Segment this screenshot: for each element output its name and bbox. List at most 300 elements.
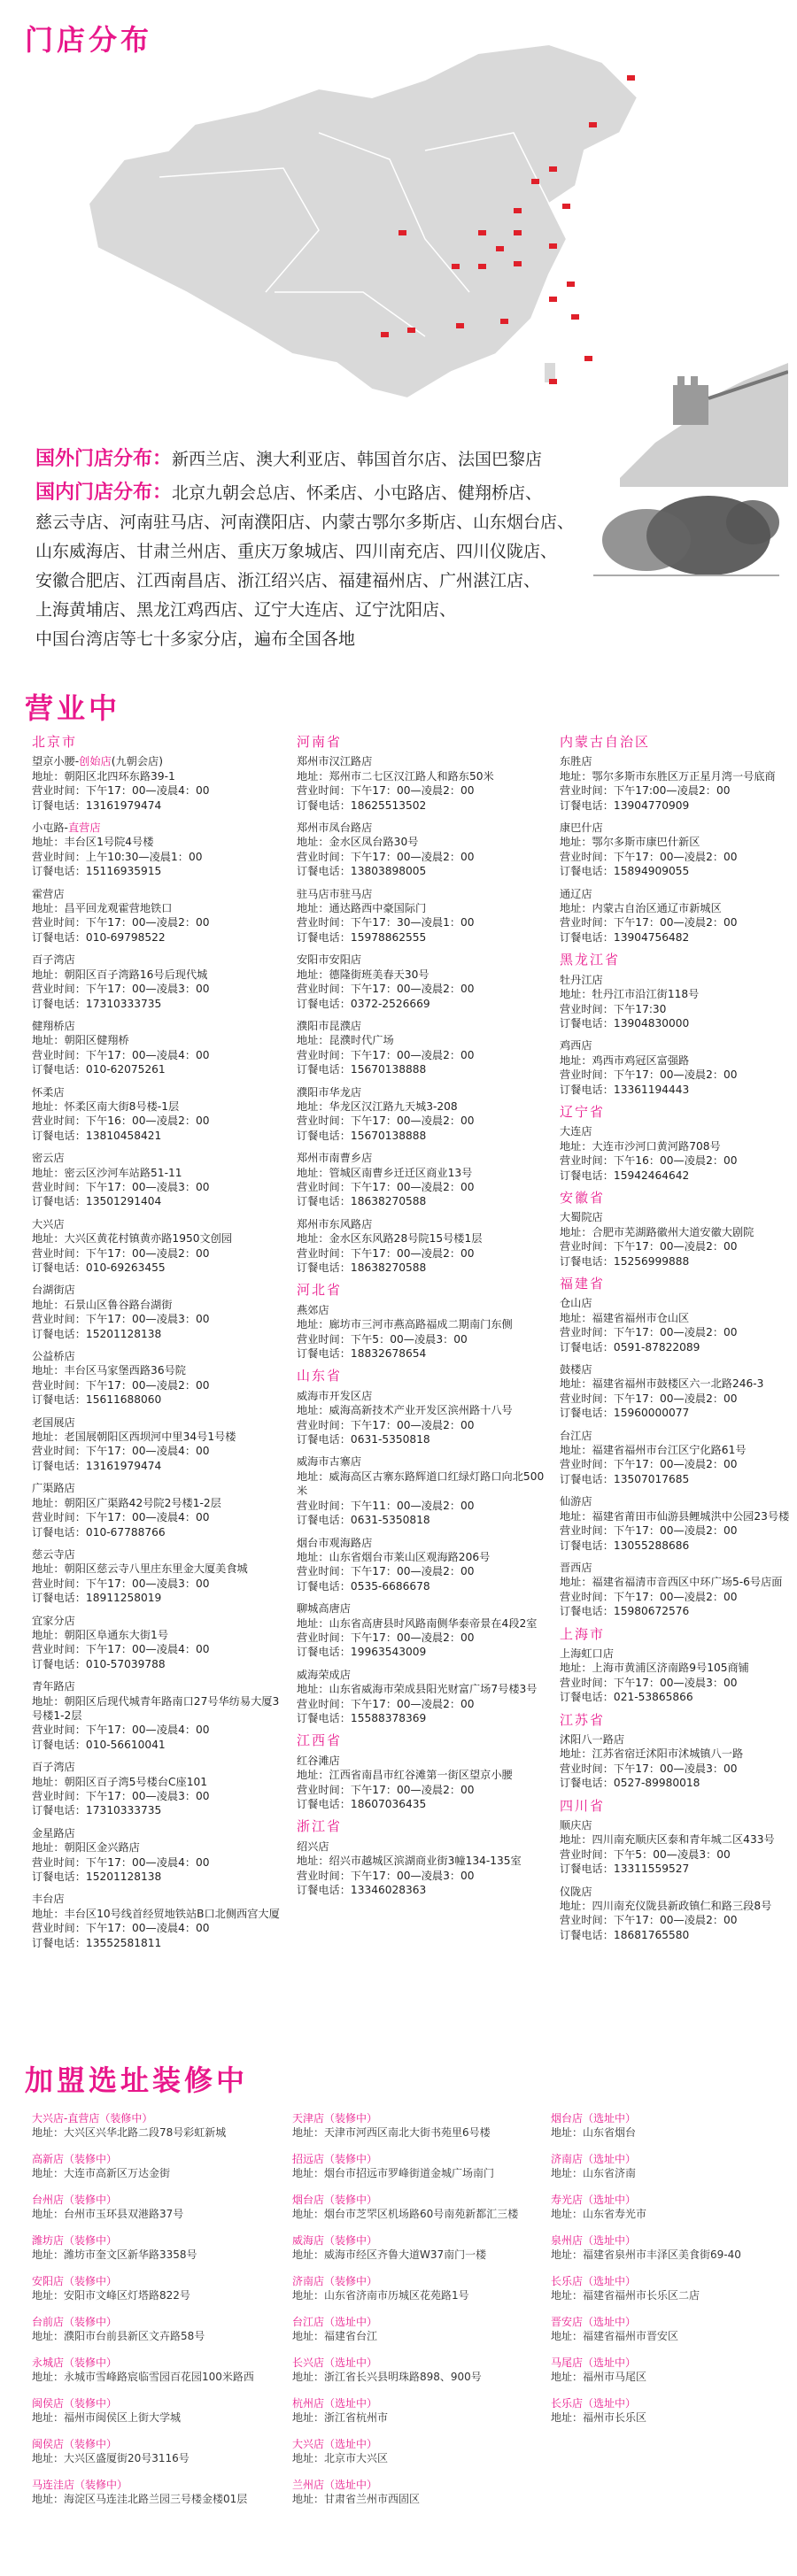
store-phone: 订餐电话：15201128138 — [32, 1870, 162, 1884]
franchise-entry — [292, 2356, 549, 2384]
store-hours: 营业时间：下午17：00—凌晨4：00 — [32, 1445, 210, 1458]
franchise-address: 地址：海淀区马连洼北路兰园三号楼金楼01层 — [32, 2493, 248, 2505]
store-name — [560, 1818, 797, 1832]
store-phone: 订餐电话：010-57039788 — [32, 1657, 166, 1670]
franchise-entry — [551, 2233, 790, 2262]
store-name-highlight: 直营店 — [67, 821, 101, 835]
franchise-name: 济南店（选址中） — [551, 2153, 637, 2165]
province-heading: 安徽省 — [560, 1189, 606, 1206]
store-column-2 — [297, 735, 553, 1905]
store-entry — [560, 1494, 797, 1553]
store-entry — [32, 1760, 289, 1818]
store-name-text: 霍营店 — [32, 887, 65, 900]
franchise-entry — [551, 2315, 790, 2343]
franchise-column-2 — [292, 2111, 549, 2518]
store-hours: 营业时间：下午17：00—凌晨2：00 — [560, 1524, 738, 1538]
store-name — [297, 1019, 553, 1033]
franchise-column-1 — [32, 2111, 289, 2518]
dom-line: 安徽合肥店、江西南昌店、浙江绍兴店、福建福州店、广州湛江店、 — [35, 571, 541, 590]
store-hours: 营业时间：下午17：00—凌晨3：00 — [560, 1676, 738, 1689]
store-address: 地址：丰台区马家堡西路36号院 — [32, 1364, 186, 1377]
franchise-entry — [292, 2111, 549, 2140]
store-hours: 营业时间：下午17：00—凌晨2：00 — [32, 1378, 210, 1392]
franchise-address: 地址：山东省寿光市 — [551, 2208, 647, 2220]
store-name-text: 安阳市安阳店 — [297, 953, 362, 967]
store-phone: 订餐电话：13507017685 — [560, 1472, 690, 1485]
store-hours: 营业时间：下午17：00—凌晨2：00 — [297, 1697, 475, 1710]
store-hours: 营业时间：下午17：30—凌晨1：00 — [297, 916, 475, 929]
store-address: 地址：朝阳区慈云寺八里庄东里金大厦美食城 — [32, 1562, 248, 1576]
franchise-name: 潍坊店（装修中） — [32, 2234, 118, 2247]
franchise-name: 长乐店（选址中） — [551, 2275, 637, 2287]
store-phone: 订餐电话：13311559527 — [560, 1863, 690, 1876]
store-address: 地址：朝阳区金兴路店 — [32, 1841, 140, 1855]
store-phone: 订餐电话：18832678654 — [297, 1347, 427, 1361]
store-name-text: 牡丹江店 — [560, 973, 603, 986]
store-entry — [32, 1019, 289, 1077]
franchise-name: 晋安店（选址中） — [551, 2316, 637, 2328]
store-name — [297, 1303, 553, 1317]
franchise-entry — [551, 2356, 790, 2384]
store-address: 地址：福建省福州市鼓楼区六一北路246-3 — [560, 1377, 764, 1391]
store-address: 地址：山东省威海市荣成县阳光财富广场7号楼3号 — [297, 1683, 538, 1696]
store-hours: 营业时间：下午11：00—凌晨2：00 — [297, 1499, 475, 1512]
store-entry — [32, 1481, 289, 1539]
store-name — [297, 1151, 553, 1165]
store-address: 地址：密云区沙河车站路51-11 — [32, 1166, 182, 1179]
store-entry — [297, 1019, 553, 1077]
store-phone: 订餐电话：0372-2526669 — [297, 997, 430, 1010]
franchise-section-title: 加盟选址装修中 — [25, 2063, 249, 2097]
store-name-text: 金星路店 — [32, 1826, 75, 1839]
store-hours: 营业时间：下午17：00—凌晨2：00 — [297, 1180, 475, 1193]
store-address: 地址：牡丹江市沿江街118号 — [560, 988, 700, 1001]
franchise-name: 闽侯店（装修中） — [32, 2438, 118, 2450]
franchise-name: 大兴店（选址中） — [292, 2438, 378, 2450]
store-name — [297, 1536, 553, 1550]
franchise-entry — [551, 2152, 790, 2180]
store-name — [297, 1389, 553, 1403]
store-hours: 营业时间：下午17：00—凌晨2：00 — [560, 850, 738, 863]
store-address: 地址：鸡西市鸡冠区富强路 — [560, 1053, 690, 1067]
store-hours: 营业时间：下午17：00—凌晨2：00 — [297, 850, 475, 863]
store-hours: 营业时间：下午5：00—凌晨3：00 — [297, 1332, 468, 1346]
store-hours: 营业时间：下午17:30 — [560, 1002, 667, 1015]
store-address: 地址：通达路西中豪国际门 — [297, 902, 427, 915]
store-hours: 营业时间：下午17：00—凌晨2：00 — [560, 1590, 738, 1603]
store-phone: 订餐电话：15670138888 — [297, 1063, 427, 1076]
store-address: 地址：大连市沙河口黄河路708号 — [560, 1139, 721, 1153]
store-phone: 订餐电话：0631-5350818 — [297, 1433, 430, 1446]
franchise-name: 烟台店（装修中） — [292, 2194, 378, 2206]
store-name-text: 望京小腰- — [32, 755, 80, 768]
store-address: 地址：江苏省宿迁沭阳市沭城镇八一路 — [560, 1747, 744, 1761]
franchise-entry — [32, 2193, 289, 2221]
province-heading: 上海市 — [560, 1625, 606, 1642]
store-entry — [560, 1647, 797, 1705]
store-name — [297, 1839, 553, 1854]
franchise-name: 永城店（装修中） — [32, 2356, 118, 2369]
store-address: 地址：江西省南昌市红谷滩第一街区望京小腰 — [297, 1769, 513, 1782]
store-entry — [297, 1151, 553, 1209]
franchise-entry — [292, 2193, 549, 2221]
store-address: 地址：怀柔区南大街8号楼-1层 — [32, 1099, 180, 1113]
store-phone: 订餐电话：15116935915 — [32, 865, 162, 878]
store-entry — [297, 1454, 553, 1527]
store-address: 地址：福建省福州市仓山区 — [560, 1311, 690, 1324]
store-address: 地址：四川南充仪陇县新政镇仁和路三段8号 — [560, 1900, 772, 1913]
store-address: 地址：福建省福州市台江区宁化路61号 — [560, 1444, 747, 1457]
store-hours: 营业时间：下午17：00—凌晨2：00 — [560, 916, 738, 929]
store-address: 地址：山东省高唐县时风路南侧华泰帝景在4段2室 — [297, 1616, 538, 1630]
store-phone: 订餐电话：010-69263455 — [32, 1261, 166, 1274]
store-entry — [297, 1085, 553, 1144]
dom-line: 中国台湾店等七十多家分店，遍布全国各地 — [35, 629, 356, 649]
franchise-entry — [32, 2315, 289, 2343]
dom-line: 山东威海店、甘肃兰州店、重庆万象城店、四川南充店、四川仪陇店、 — [35, 542, 558, 561]
store-entry — [32, 1826, 289, 1885]
store-address: 地址：朝阳区北四环东路39-1 — [32, 769, 175, 783]
store-name — [297, 953, 553, 967]
store-entry — [297, 1303, 553, 1361]
store-hours: 营业时间：下午17：00—凌晨4：00 — [32, 1724, 210, 1737]
franchise-name: 台前店（装修中） — [32, 2316, 118, 2328]
store-address: 地址：内蒙古自治区通辽市新城区 — [560, 902, 722, 915]
franchise-address: 地址：台州市玉环县双港路37号 — [32, 2208, 184, 2220]
store-address: 地址：金水区东风路28号院15号楼1层 — [297, 1232, 483, 1246]
store-name — [32, 1679, 289, 1693]
store-name — [560, 887, 797, 901]
store-name — [297, 1601, 553, 1616]
store-entry — [32, 1283, 289, 1341]
store-phone: 订餐电话：13501291404 — [32, 1195, 162, 1208]
store-name-text: 东胜店 — [560, 755, 592, 768]
store-phone: 订餐电话：13803898005 — [297, 865, 427, 878]
store-hours: 营业时间：下午17：00—凌晨3：00 — [32, 1180, 210, 1193]
franchise-address: 地址：天津市河西区南北大街书苑里6号楼 — [292, 2126, 491, 2139]
store-name — [560, 1885, 797, 1899]
store-name-text: 郑州市南曹乡店 — [297, 1152, 373, 1165]
store-hours: 营业时间：下午17：00—凌晨2：00 — [297, 1631, 475, 1644]
china-map-illustration — [53, 27, 691, 443]
store-entry — [560, 1885, 797, 1943]
franchise-name: 济南店（装修中） — [292, 2275, 378, 2287]
store-entry — [297, 1601, 553, 1660]
store-phone: 订餐电话：15980672576 — [560, 1605, 690, 1618]
store-entry — [560, 1296, 797, 1354]
store-phone: 订餐电话：19963543009 — [297, 1646, 427, 1659]
store-name — [32, 1826, 289, 1840]
store-name-text: 大兴店 — [32, 1217, 65, 1230]
store-hours: 营业时间：下午17：00—凌晨4：00 — [32, 1511, 210, 1524]
franchise-address: 地址：浙江省长兴县明珠路898、900号 — [292, 2371, 482, 2383]
franchise-name: 寿光店（选址中） — [551, 2194, 637, 2206]
store-phone: 订餐电话：010-67788766 — [32, 1525, 166, 1539]
store-name-text: 宜家分店 — [32, 1614, 75, 1627]
franchise-address: 地址：山东省济南市历城区花苑路1号 — [292, 2289, 469, 2302]
store-phone: 订餐电话：13552581811 — [32, 1936, 162, 1949]
store-address: 地址：老国展朝阳区西坝河中里34号1号楼 — [32, 1431, 236, 1444]
store-hours: 营业时间：下午17：00—凌晨2：00 — [560, 1240, 738, 1253]
store-entry — [32, 821, 289, 879]
store-name — [32, 1217, 289, 1231]
franchise-name: 安阳店（装修中） — [32, 2275, 118, 2287]
store-phone: 订餐电话：15894909055 — [560, 865, 690, 878]
store-name — [32, 887, 289, 901]
store-phone: 订餐电话：010-69798522 — [32, 930, 166, 944]
store-phone: 订餐电话：18638270588 — [297, 1261, 427, 1274]
province-heading: 江苏省 — [560, 1711, 606, 1728]
store-name-text: 慈云寺店 — [32, 1547, 75, 1561]
store-hours: 营业时间：下午17：00—凌晨4：00 — [32, 1643, 210, 1656]
store-entry — [32, 953, 289, 1011]
open-section-title: 营业中 — [25, 691, 121, 725]
store-entry — [32, 1415, 289, 1474]
franchise-address: 地址：甘肃省兰州市西固区 — [292, 2493, 421, 2505]
franchise-entry — [32, 2274, 289, 2302]
dom-line: 慈云寺店、河南驻马店、河南濮阳店、内蒙古鄂尔多斯店、山东烟台店、 — [35, 513, 575, 532]
store-entry — [32, 1892, 289, 1950]
store-phone: 订餐电话：15256999888 — [560, 1254, 690, 1268]
store-entry — [560, 1362, 797, 1421]
store-phone: 订餐电话：17310333735 — [32, 997, 162, 1010]
store-name-text: 百子湾店 — [32, 1761, 75, 1774]
store-hours: 营业时间：下午17：00—凌晨2：00 — [297, 1418, 475, 1431]
store-entry — [32, 1085, 289, 1144]
store-address: 地址：丰台区10号线首经贸地铁站B口北侧西宫大厦 — [32, 1907, 280, 1920]
store-entry — [297, 1389, 553, 1447]
store-name — [297, 1754, 553, 1768]
franchise-column-3 — [551, 2111, 790, 2437]
franchise-entry — [292, 2478, 549, 2506]
store-name — [32, 1614, 289, 1628]
store-hours: 营业时间：下午16：00—凌晨2：00 — [32, 1114, 210, 1128]
franchise-address: 地址：永城市雪峰路宸临雪园百花园100米路西 — [32, 2371, 254, 2383]
store-name-text: 晋西店 — [560, 1561, 592, 1574]
store-entry — [560, 973, 797, 1031]
store-hours: 营业时间：下午17：00—凌晨3：00 — [560, 1762, 738, 1775]
store-name-highlight: 创始店 — [79, 755, 112, 768]
province-heading: 四川省 — [560, 1797, 606, 1814]
store-name-text: 红谷滩店 — [297, 1754, 340, 1767]
store-address: 地址：朝阳区健翔桥 — [32, 1034, 129, 1047]
store-phone: 订餐电话：010-56610041 — [32, 1738, 166, 1751]
store-name-text: 密云店 — [32, 1152, 65, 1165]
store-entry — [32, 1679, 289, 1752]
store-name-text: 燕郊店 — [297, 1303, 329, 1316]
store-phone: 订餐电话：15670138888 — [297, 1129, 427, 1142]
store-name-text: 广渠路店 — [32, 1482, 75, 1495]
intl-text: 新西兰店、澳大利亚店、韩国首尔店、法国巴黎店 — [172, 450, 543, 469]
franchise-address: 地址：威海市经区齐鲁大道W37南门一楼 — [292, 2248, 487, 2261]
store-name — [560, 1647, 797, 1661]
franchise-entry — [32, 2396, 289, 2425]
store-name — [297, 1454, 553, 1469]
province-heading: 河北省 — [297, 1282, 343, 1299]
store-phone: 订餐电话：13055288686 — [560, 1539, 690, 1552]
franchise-address: 地址：福州市闽侯区上街大学城 — [32, 2411, 182, 2424]
store-name — [32, 1085, 289, 1099]
franchise-name: 兰州店（选址中） — [292, 2479, 378, 2491]
store-phone: 订餐电话：15201128138 — [32, 1327, 162, 1340]
store-entry — [297, 821, 553, 879]
store-name-text: 大蜀院店 — [560, 1211, 603, 1224]
store-name-text: 绍兴店 — [297, 1839, 329, 1853]
store-name-text: 沭阳八一路店 — [560, 1732, 625, 1746]
store-entry — [560, 1561, 797, 1619]
store-phone: 订餐电话：0631-5350818 — [297, 1514, 430, 1527]
franchise-address: 地址：福州市长乐区 — [551, 2411, 647, 2424]
franchise-name: 闽侯店（装修中） — [32, 2397, 118, 2410]
store-name-text: 怀柔店 — [32, 1085, 65, 1099]
province-heading: 河南省 — [297, 734, 343, 750]
store-hours: 营业时间：下午17：00—凌晨2：00 — [560, 1068, 738, 1082]
franchise-name: 长乐店（选址中） — [551, 2397, 637, 2410]
store-name-text: 老国展店 — [32, 1415, 75, 1429]
store-hours: 营业时间：下午16：00—凌晨2：00 — [560, 1154, 738, 1168]
franchise-name: 威海店（装修中） — [292, 2234, 378, 2247]
franchise-name: 招远店（装修中） — [292, 2153, 378, 2165]
store-address: 地址：福建省福清市音西区中环广场5-6号店面 — [560, 1576, 783, 1589]
store-name-text: 顺庆店 — [560, 1819, 592, 1832]
franchise-entry — [292, 2315, 549, 2343]
store-entry — [297, 1754, 553, 1812]
store-entry — [297, 1536, 553, 1594]
store-name-text: 鼓楼店 — [560, 1363, 592, 1377]
franchise-entry — [32, 2478, 289, 2506]
store-phone: 订餐电话：13904770909 — [560, 798, 690, 812]
store-entry — [297, 754, 553, 813]
store-hours: 营业时间：下午17：00—凌晨4：00 — [32, 1922, 210, 1935]
store-name-text: 郑州市凤台路店 — [297, 821, 373, 835]
store-address: 地址：石景山区鲁谷路台湖街 — [32, 1298, 173, 1311]
store-address: 地址：华龙区汉江路九天城3-208 — [297, 1099, 458, 1113]
store-name-text: 通辽店 — [560, 887, 592, 900]
store-name — [560, 1494, 797, 1508]
store-entry — [297, 953, 553, 1011]
dom-label: 国内门店分布： — [35, 482, 173, 504]
store-name-text: 仪陇店 — [560, 1885, 592, 1898]
store-phone: 订餐电话：17310333735 — [32, 1804, 162, 1817]
store-entry — [560, 1038, 797, 1097]
franchise-address: 地址：山东省济南 — [551, 2167, 637, 2179]
franchise-entry — [32, 2233, 289, 2262]
store-address: 地址：郑州市二七区汉江路人和路东50米 — [297, 769, 494, 783]
franchise-address: 地址：福建省福州市晋安区 — [551, 2330, 679, 2342]
store-name-text: 上海虹口店 — [560, 1647, 614, 1660]
store-name-text: 仙游店 — [560, 1495, 592, 1508]
store-name — [560, 973, 797, 987]
store-entry — [297, 1217, 553, 1276]
store-hours: 营业时间：下午17：00—凌晨2：00 — [297, 1783, 475, 1796]
store-address: 地址：朝阳区广渠路42号院2号楼1-2层 — [32, 1496, 221, 1509]
store-name — [297, 1668, 553, 1682]
province-heading: 内蒙古自治区 — [560, 734, 651, 750]
store-name — [560, 1296, 797, 1310]
store-address: 地址：威海高区古寨东路辉道口红绿灯路口向北500米 — [297, 1469, 545, 1498]
franchise-address: 地址：大兴区兴华北路二段78号彩虹新城 — [32, 2126, 227, 2139]
store-name-text: 大连店 — [560, 1125, 592, 1138]
franchise-name: 泉州店（选址中） — [551, 2234, 637, 2247]
store-phone: 订餐电话：021-53865866 — [560, 1691, 693, 1704]
store-name-text: 康巴什店 — [560, 821, 603, 835]
store-hours: 营业时间：下午17：00—凌晨2：00 — [560, 1914, 738, 1927]
store-name — [297, 887, 553, 901]
franchise-name: 长兴店（选址中） — [292, 2356, 378, 2369]
store-hours: 营业时间：下午17：00—凌晨2：00 — [297, 1114, 475, 1128]
store-hours: 营业时间：下午17：00—凌晨2：00 — [32, 916, 210, 929]
franchise-entry — [551, 2111, 790, 2140]
store-name-text: 威海市开发区店 — [297, 1389, 373, 1402]
store-address: 地址：威海高新技术产业开发区滨州路十八号 — [297, 1404, 513, 1417]
store-hours: 营业时间：下午17：00—凌晨2：00 — [32, 1246, 210, 1260]
store-column-3 — [560, 735, 797, 1950]
store-address: 地址：合肥市芜湖路徽州大道安徽大剧院 — [560, 1225, 754, 1238]
store-name-text: 仓山店 — [560, 1297, 592, 1310]
store-address: 地址：朝阳区百子湾路16号后现代城 — [32, 968, 208, 981]
province-heading: 福建省 — [560, 1276, 606, 1292]
province-heading: 江西省 — [297, 1732, 343, 1749]
store-name — [560, 1210, 797, 1224]
store-name — [32, 1019, 289, 1033]
store-address: 地址：山东省烟台市莱山区观海路206号 — [297, 1550, 491, 1563]
store-address: 地址：朝阳区阜通东大街1号 — [32, 1628, 169, 1641]
store-address: 地址：鄂尔多斯市东胜区万正星月湾一号底商 — [560, 769, 776, 783]
franchise-address: 地址：福建省台江 — [292, 2330, 378, 2342]
store-phone: 订餐电话：18625513502 — [297, 798, 427, 812]
store-name-text: 威海荣成店 — [297, 1668, 351, 1681]
franchise-entry — [292, 2152, 549, 2180]
store-address: 地址：四川南充顺庆区泰和青年城二区433号 — [560, 1833, 775, 1847]
store-hours: 营业时间：下午17：00—凌晨2：00 — [297, 1246, 475, 1260]
stores-section-title: 门店分布 — [25, 23, 153, 57]
dom-line: 北京九朝会总店、怀柔店、小屯路店、健翔桥店、 — [172, 483, 543, 503]
store-hours: 营业时间：下午5：00—凌晨3：00 — [560, 1847, 731, 1861]
franchise-entry — [292, 2274, 549, 2302]
franchise-entry — [551, 2274, 790, 2302]
store-name-text: 威海市古寨店 — [297, 1455, 362, 1469]
franchise-entry — [292, 2437, 549, 2465]
franchise-address: 地址：潍坊市奎文区新华路3358号 — [32, 2248, 197, 2261]
store-phone: 订餐电话：010-62075261 — [32, 1063, 166, 1076]
store-address: 地址：昌平回龙观霍营地铁口 — [32, 902, 173, 915]
store-hours: 营业时间：上午10:30—凌晨1：00 — [32, 850, 203, 863]
franchise-name: 马尾店（选址中） — [551, 2356, 637, 2369]
store-name-text: 青年路店 — [32, 1680, 75, 1693]
store-phone: 订餐电话：18681765580 — [560, 1928, 690, 1941]
franchise-address: 地址：山东省烟台 — [551, 2126, 637, 2139]
store-address: 地址：大兴区黄花村镇黄亦路1950文创园 — [32, 1232, 233, 1246]
store-entry — [32, 754, 289, 813]
store-address: 地址：管城区南曹乡迁迁区商业13号 — [297, 1166, 473, 1179]
store-hours: 营业时间：下午17：00—凌晨4：00 — [32, 1855, 210, 1869]
store-name — [32, 953, 289, 967]
store-entry — [32, 1614, 289, 1672]
store-hours: 营业时间：下午17：00—凌晨2：00 — [297, 983, 475, 996]
store-hours: 营业时间：下午17：00—凌晨3：00 — [32, 1313, 210, 1326]
store-name — [560, 1124, 797, 1138]
store-address: 地址：德隆街班美春天30号 — [297, 968, 429, 981]
store-entry — [560, 1732, 797, 1791]
store-name — [560, 1429, 797, 1443]
store-entry — [560, 1818, 797, 1877]
store-name-text: 健翔桥店 — [32, 1019, 75, 1032]
store-hours: 营业时间：下午17：00—凌晨2：00 — [560, 1458, 738, 1471]
international-stores — [35, 447, 602, 472]
store-name — [297, 821, 553, 835]
store-name — [560, 1732, 797, 1747]
great-wall-illustration — [620, 345, 788, 487]
